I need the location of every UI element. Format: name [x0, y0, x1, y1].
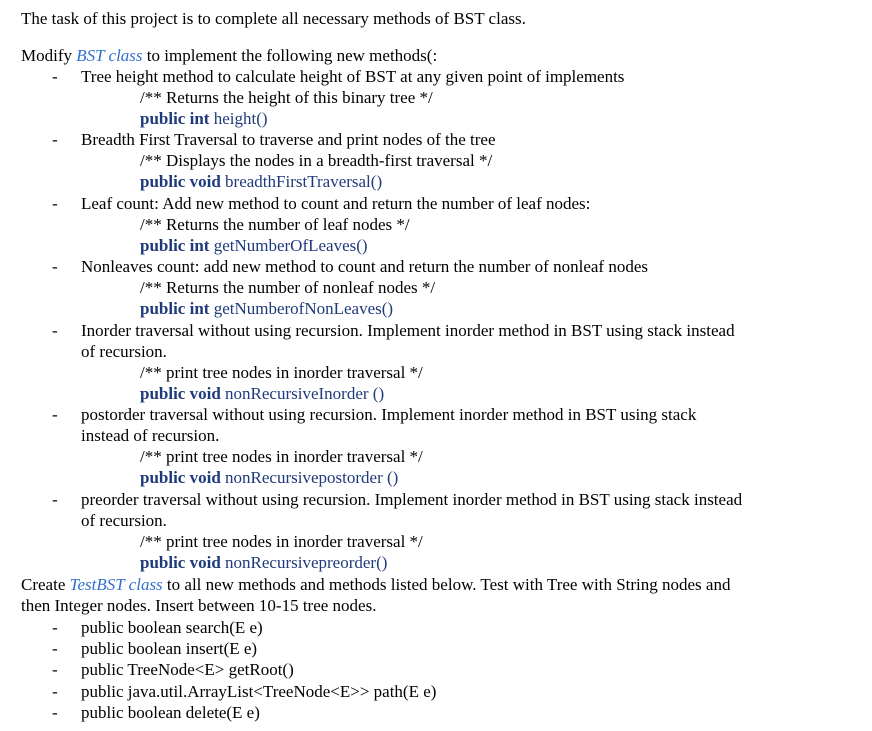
modify-suffix: to implement the following new methods(:: [142, 46, 438, 65]
method-postorder-name: nonRecursivepostorder (): [220, 468, 399, 487]
method-leaves-keywords: public int: [140, 236, 210, 255]
method-postorder-description: postorder traversal without using recursion. Implement inorder method in BST using stack: [81, 405, 697, 424]
method-height-description: Tree height method to calculate height of BST at any given point of implements: [81, 67, 625, 86]
method-inorder-comment: /** print tree nodes in inorder traversal */: [140, 363, 423, 382]
method-inorder-description-cont: of recursion.: [81, 342, 167, 361]
method-inorder-signature: [140, 383, 384, 404]
method-preorder-description: preorder traversal without using recursion. Implement inorder method in BST using stack instead: [81, 490, 743, 509]
bullet-dash: -: [52, 257, 58, 276]
method-bfs-description: Breadth First Traversal to traverse and print nodes of the tree: [81, 130, 496, 149]
listed-method-search: public boolean search(E e): [81, 618, 263, 637]
bullet-dash: -: [52, 618, 58, 637]
method-bfs-comment: /** Displays the nodes in a breadth-first traversal */: [140, 151, 493, 170]
method-leaves-name: getNumberOfLeaves(): [209, 236, 368, 255]
bullet-dash: -: [52, 130, 58, 149]
method-inorder-name: nonRecursiveInorder (): [220, 384, 385, 403]
method-inorder-keywords: public void: [140, 384, 221, 403]
method-postorder-description-cont: instead of recursion.: [81, 426, 220, 445]
method-nonleaves-description: Nonleaves count: add new method to count and return the number of nonleaf nodes: [81, 257, 648, 276]
bullet-dash: -: [52, 703, 58, 722]
bullet-dash: -: [52, 67, 58, 86]
method-postorder-keywords: public void: [140, 468, 221, 487]
method-height-signature: [140, 108, 268, 129]
method-height-keywords: public int: [140, 109, 210, 128]
listed-method-getroot: public TreeNode<E> getRoot(): [81, 660, 294, 679]
method-height-comment: /** Returns the height of this binary tree */: [140, 88, 433, 107]
listed-method-delete: public boolean delete(E e): [81, 703, 260, 722]
method-postorder-comment: /** print tree nodes in inorder traversal */: [140, 447, 423, 466]
bullet-dash: -: [52, 321, 58, 340]
method-nonleaves-keywords: public int: [140, 299, 210, 318]
bst-class-link[interactable]: BST class: [76, 46, 143, 65]
method-preorder-keywords: public void: [140, 553, 221, 572]
method-bfs-name: breadthFirstTraversal(): [220, 172, 383, 191]
create-prefix: Create: [21, 575, 70, 594]
method-nonleaves-comment: /** Returns the number of nonleaf nodes */: [140, 278, 436, 297]
method-leaves-comment: /** Returns the number of leaf nodes */: [140, 215, 410, 234]
method-leaves-description: Leaf count: Add new method to count and return the number of leaf nodes:: [81, 194, 591, 213]
method-nonleaves-name: getNumberofNonLeaves(): [209, 299, 394, 318]
method-height-name: height(): [209, 109, 268, 128]
intro-text: The task of this project is to complete all necessary methods of BST class.: [21, 9, 526, 28]
testbst-class-link[interactable]: TestBST class: [69, 575, 163, 594]
bullet-dash: -: [52, 194, 58, 213]
method-preorder-comment: /** print tree nodes in inorder traversal */: [140, 532, 423, 551]
bullet-dash: -: [52, 682, 58, 701]
modify-line: [21, 45, 437, 66]
bullet-dash: -: [52, 405, 58, 424]
bullet-dash: -: [52, 660, 58, 679]
method-postorder-signature: [140, 467, 398, 488]
method-inorder-description: Inorder traversal without using recursion. Implement inorder method in BST using stack instead: [81, 321, 735, 340]
method-preorder-signature: [140, 552, 387, 573]
modify-prefix: Modify: [21, 46, 77, 65]
create-suffix: to all new methods and methods listed below. Test with Tree with String nodes and: [162, 575, 731, 594]
bullet-dash: -: [52, 639, 58, 658]
method-bfs-signature: [140, 171, 382, 192]
method-leaves-signature: [140, 235, 368, 256]
create-line-cont: then Integer nodes. Insert between 10-15 tree nodes.: [21, 596, 377, 615]
bullet-dash: -: [52, 490, 58, 509]
listed-method-path: public java.util.ArrayList<TreeNode<E>> path(E e): [81, 682, 437, 701]
listed-method-insert: public boolean insert(E e): [81, 639, 258, 658]
method-preorder-name: nonRecursivepreorder(): [220, 553, 388, 572]
method-nonleaves-signature: [140, 298, 393, 319]
method-bfs-keywords: public void: [140, 172, 221, 191]
method-preorder-description-cont: of recursion.: [81, 511, 167, 530]
create-line: [21, 574, 730, 595]
